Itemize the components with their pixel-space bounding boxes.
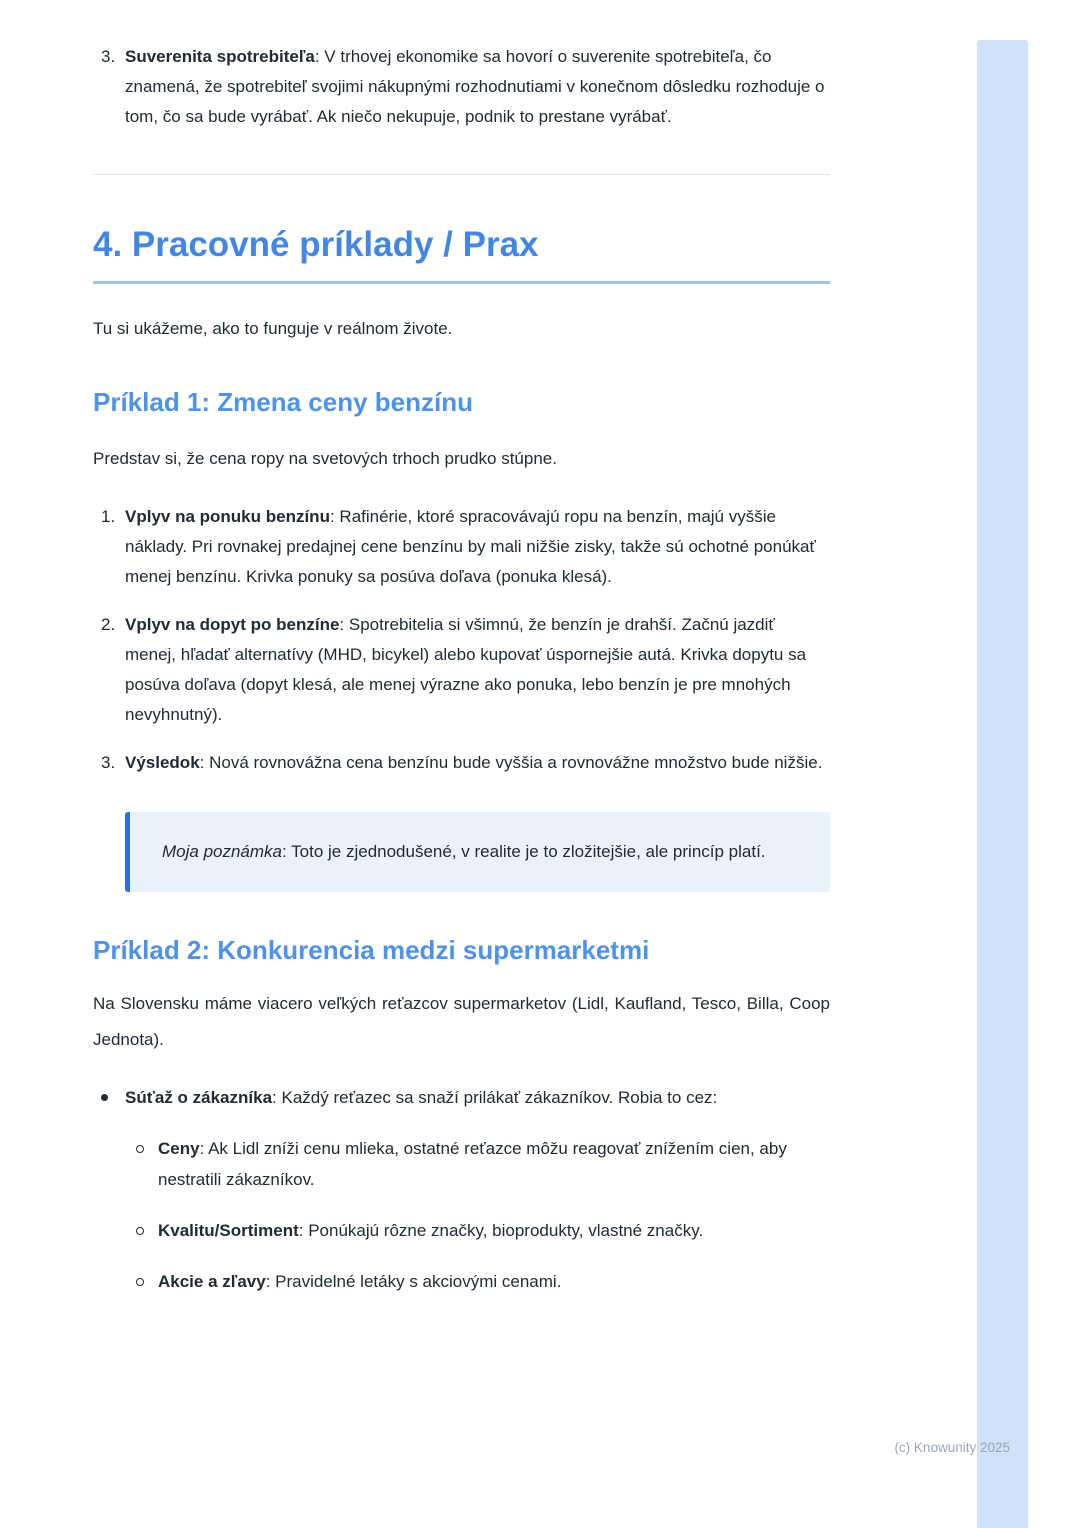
item-lead: Výsledok	[125, 753, 200, 772]
section-heading: 4. Pracovné príklady / Prax	[93, 225, 830, 284]
item-text: : Spotrebitelia si všimnú, že benzín je drahší. Začnú jazdiť menej, hľadať alternatívy (MHD, bicykel) alebo kupovať úspornejšie autá. Krivka dopytu sa posúva doľava (dopyt klesá, ale menej výrazne ako ponuka, lebo benzín je pre mnohých nevyhnutný).	[125, 615, 807, 724]
item-number: 1.	[101, 507, 116, 526]
item-lead: Vplyv na ponuku benzínu	[125, 507, 330, 526]
item-lead: Ceny	[158, 1139, 200, 1158]
example2-intro-paragraph: Na Slovensku máme viacero veľkých reťazcov supermarketov (Lidl, Kaufland, Tesco, Billa, Coop Jednota).	[93, 994, 830, 1049]
item-body	[158, 1266, 830, 1297]
note-lead: Moja poznámka	[162, 842, 283, 861]
example2-heading: Príklad 2: Konkurencia medzi supermarketmi	[93, 935, 650, 965]
item-text: : Ponúkajú rôzne značky, bioprodukty, vlastné značky.	[298, 1221, 704, 1240]
item-text: : Každý reťazec sa snaží prilákať zákazníkov. Robia to cez:	[272, 1088, 718, 1107]
item-number: 3.	[101, 47, 116, 66]
circle-marker-icon	[136, 1215, 158, 1246]
sub-bullet-item	[136, 1133, 830, 1195]
item-number: 2.	[101, 615, 116, 634]
item-text: : Nová rovnovážna cena benzínu bude vyššia a rovnovážne množstvo bude nižšie.	[199, 753, 823, 772]
numbered-item	[101, 502, 830, 592]
item-lead: Kvalitu/Sortiment	[158, 1221, 299, 1240]
copyright-watermark: (c) Knowunity 2025	[894, 1440, 1010, 1455]
item-body	[125, 610, 830, 730]
example1-intro-paragraph: Predstav si, že cena ropy na svetových trhoch prudko stúpne.	[93, 449, 557, 468]
example2-bullet-list	[93, 1082, 830, 1317]
note-text	[162, 837, 798, 867]
item-number: 3.	[101, 753, 116, 772]
numbered-item	[101, 748, 830, 778]
example1-heading: Príklad 1: Zmena ceny benzínu	[93, 387, 473, 417]
item-body	[158, 1215, 830, 1246]
item-lead: Suverenita spotrebiteľa	[125, 47, 315, 66]
item-body	[125, 748, 830, 778]
item-lead: Súťaž o zákazníka	[125, 1088, 273, 1107]
bullet-item	[101, 1082, 830, 1317]
circle-marker-icon	[136, 1133, 158, 1195]
item-text: : Rafinérie, ktoré spracovávajú ropu na benzín, majú vyššie náklady. Pri rovnakej predajnej cene benzínu by mali nižšie zisky, takže sú ochotné ponúkať menej benzínu. Krivka ponuky sa posúva doľava (ponuka klesá).	[125, 507, 816, 586]
item-body	[125, 1082, 830, 1317]
item-body	[158, 1133, 830, 1195]
item-lead: Akcie a zľavy	[158, 1272, 266, 1291]
item-text: : V trhovej ekonomike sa hovorí o suverenite spotrebiteľa, čo znamená, že spotrebiteľ svojimi nákupnými rozhodnutiami v konečnom dôsledku rozhoduje o tom, čo sa bude vyrábať. Ak niečo nekupuje, podnik to prestane vyrábať.	[125, 47, 825, 126]
circle-marker-icon	[136, 1266, 158, 1297]
divider	[93, 174, 830, 175]
note-callout	[125, 812, 830, 892]
bullet-marker-icon	[101, 1082, 125, 1317]
item-body	[125, 502, 830, 592]
numbered-item	[101, 610, 830, 730]
item-text: : Pravidelné letáky s akciovými cenami.	[265, 1272, 562, 1291]
sub-bullet-item	[136, 1266, 830, 1297]
sub-bullet-item	[136, 1215, 830, 1246]
sub-bullet-list	[136, 1133, 830, 1297]
item-lead: Vplyv na dopyt po benzíne	[125, 615, 340, 634]
note-body: : Toto je zjednodušené, v realite je to zložitejšie, ale princíp platí.	[282, 842, 766, 861]
example1-numbered-list	[93, 502, 830, 778]
section-intro-paragraph: Tu si ukážeme, ako to funguje v reálnom živote.	[93, 319, 453, 338]
numbered-item	[101, 42, 830, 132]
item-text: : Ak Lidl zníži cenu mlieka, ostatné reťazce môžu reagovať znížením cien, aby nestratili zákazníkov.	[158, 1139, 787, 1189]
page-accent-strip	[977, 40, 1028, 1528]
item-body	[125, 42, 830, 132]
